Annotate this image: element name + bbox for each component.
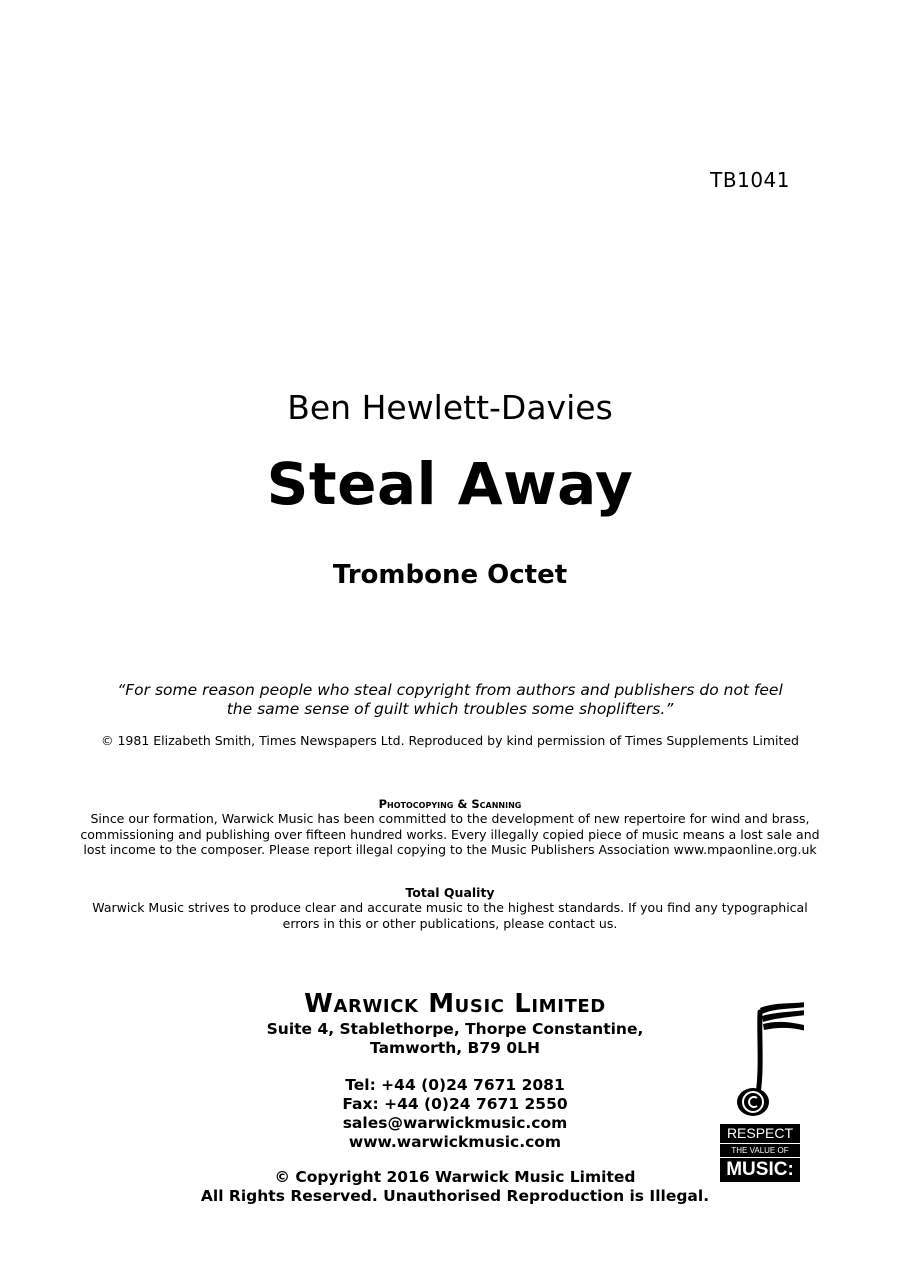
copyright-line: © Copyright 2016 Warwick Music Limited <box>274 1168 636 1186</box>
publisher-website: www.warwickmusic.com <box>348 1133 562 1151</box>
publisher-fax: Fax: +44 (0)24 7671 2550 <box>342 1095 568 1113</box>
piece-title: Steal Away <box>266 450 634 518</box>
publisher-address-line: Suite 4, Stablethorpe, Thorpe Constantine, <box>266 1020 644 1038</box>
notice-line: lost income to the composer. Please report illegal copying to the Music Publishers Association www.mpaonline.org.uk <box>83 842 817 857</box>
total-quality-notice <box>0 900 900 931</box>
value-of-label: THE VALUE OF <box>720 1144 800 1157</box>
music-label: MUSIC: <box>720 1158 800 1182</box>
rights-line: All Rights Reserved. Unauthorised Reproduction is Illegal. <box>200 1187 710 1205</box>
respect-label: RESPECT <box>720 1124 800 1143</box>
ensemble-subtitle: Trombone Octet <box>332 560 568 590</box>
quote-line: the same sense of guilt which troubles some shoplifters.” <box>226 700 674 718</box>
notice-line: errors in this or other publications, please contact us. <box>282 915 618 931</box>
quote-line: “For some reason people who steal copyright from authors and publishers do not feel <box>117 681 783 699</box>
music-note-copyright-icon <box>720 998 804 1118</box>
photocopying-notice <box>0 811 900 858</box>
copyright-quote <box>0 681 900 719</box>
notice-line: Since our formation, Warwick Music has been committed to the development of new repertoire for wind and brass, <box>90 811 810 826</box>
notice-line: commissioning and publishing over fifteen hundred works. Every illegally copied piece of music means a lost sale and <box>80 826 820 842</box>
notice-line: Warwick Music strives to produce clear and accurate music to the highest standards. If you find any typographical <box>92 900 808 915</box>
catalog-number: TB1041 <box>710 168 790 192</box>
respect-the-value-of-music-logo <box>720 998 804 1186</box>
publisher-telephone: Tel: +44 (0)24 7671 2081 <box>345 1076 565 1094</box>
publisher-address-line: Tamworth, B79 0LH <box>370 1039 540 1057</box>
publisher-name: Warwick Music Limited <box>304 989 606 1019</box>
quote-credit: © 1981 Elizabeth Smith, Times Newspapers Ltd. Reproduced by kind permission of Times Supplements Limited <box>101 733 799 748</box>
composer-name: Ben Hewlett-Davies <box>287 388 613 427</box>
publisher-email: sales@warwickmusic.com <box>342 1114 568 1132</box>
total-quality-heading: Total Quality <box>405 885 495 900</box>
photocopying-heading: Photocopying & Scanning <box>378 797 522 811</box>
